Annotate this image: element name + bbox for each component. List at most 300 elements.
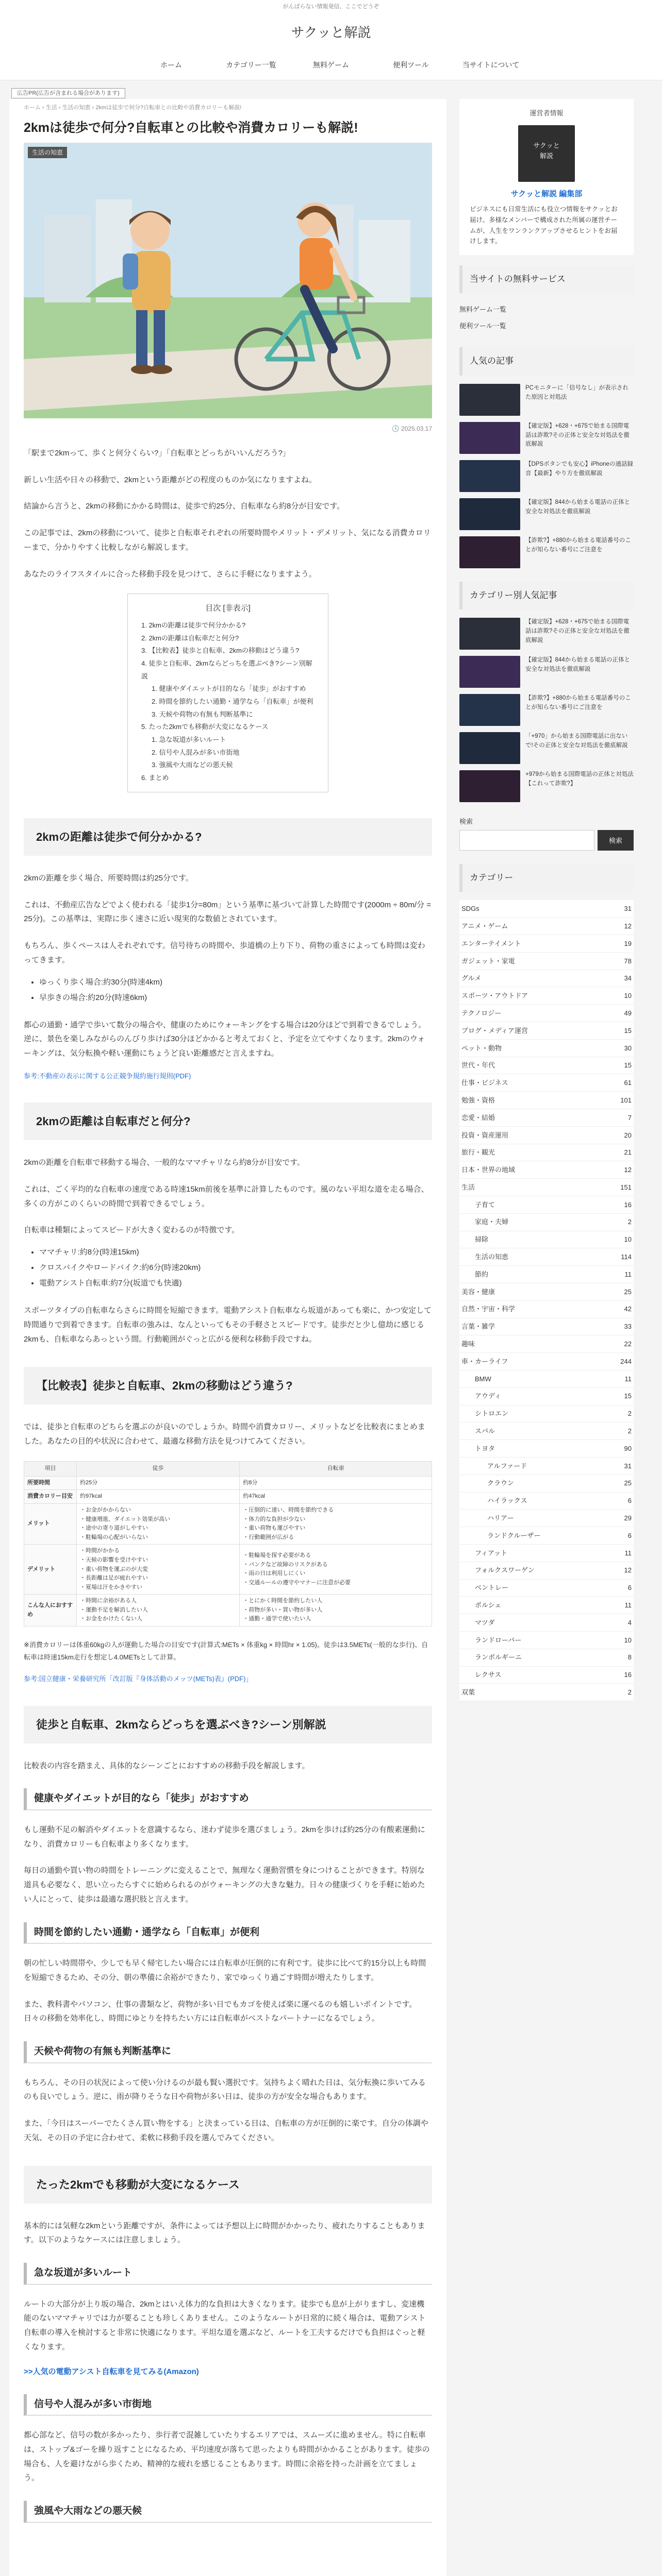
heading-commute-bike: 時間を節約したい通勤・通学なら「自転車」が便利 <box>24 1922 432 1944</box>
walk-cell: 約25分 <box>77 1476 240 1490</box>
category-name[interactable]: 投資・資産運用 <box>461 1131 509 1139</box>
table-of-contents <box>127 594 328 792</box>
operator-desc: ビジネスにも日常生活にも役立つ情報をサクッとお届け。多様なメンバーで構成された所属の運営チームが、人生をワンランクアップさせるヒントをお届けします。 <box>470 206 618 245</box>
toc-item[interactable]: 6. まとめ <box>141 774 169 782</box>
sec2-p3: 自転車は種類によってスピードが大きく変わるのが特徴です。 <box>24 1226 240 1235</box>
sec5-a: ルートの大部分が上り坂の場合、2kmとはいえ体力的な負担は大きくなります。徒歩でも息が上がりますし、変速機能のないママチャリでは力が要ることも珍しくありません。このようなルートが日常的に続く場合は、電動アシスト自転車の導入を検討すると非常に快適になります。平坦な道を選ぶなど、ルートを工夫するだけでも負担はぐっと軽くなります。 <box>24 2299 426 2351</box>
sec4-b2: また、教科書やパソコン、仕事の書類など、荷物が多い日でもカゴを使えば楽に運べるのも嬉しいポイントです。日々の移動を効率化し、時間にゆとりを持ちたい方には自転車がベストなパートナーになるでしょう。 <box>24 1999 417 2023</box>
category-name[interactable]: スバル <box>475 1427 495 1435</box>
breadcrumb-separator: › <box>57 105 62 111</box>
category-item[interactable] <box>459 1109 634 1127</box>
breadcrumb-item[interactable]: ホーム <box>24 105 41 111</box>
popular-post[interactable] <box>459 618 634 650</box>
heading-scene-guide: 徒歩と自転車、2kmならどっちを選ぶべき?シーン別解説 <box>24 1706 432 1743</box>
category-name[interactable]: 世代・年代 <box>461 1061 495 1070</box>
category-item[interactable] <box>459 1074 634 1092</box>
category-name[interactable]: クラウン <box>487 1479 515 1487</box>
post-title[interactable]: PCモニターに「信号なし」が表示された原因と対処法 <box>525 384 628 400</box>
sec4-c1: もちろん、その日の状況によって使い分けるのが最も賢い選択です。気持ちよく晴れた日は、気分転換に歩いてみるのも良いでしょう。逆に、雨が降りそうな日や荷物が多い日は、徒歩の方が安全な場合もあります。 <box>24 2078 426 2102</box>
category-count: 6 <box>627 1584 632 1592</box>
category-count: 2 <box>627 1688 632 1696</box>
category-name[interactable]: アルファード <box>487 1462 527 1470</box>
bike-cell: 約8分 <box>240 1476 432 1490</box>
sec1-p2: これは、不動産広告などでよく使われる「徒歩1分=80m」という基準に基づいて計算した時間です(2000m ÷ 80m/分 = 25分)。この基準は、実際に歩く速さに近い現実的な数値とされています。 <box>24 900 431 924</box>
category-count: 15 <box>624 1061 632 1070</box>
category-name[interactable]: ブログ・メディア運営 <box>461 1026 528 1035</box>
category-name[interactable]: 節約 <box>475 1270 489 1278</box>
category-item[interactable] <box>459 1614 634 1632</box>
post-title[interactable]: 【確定版】844から始まる電話の正体と安全な対処法を徹底解説 <box>525 499 631 515</box>
heading-bike-time: 2kmの距離は自転車だと何分? <box>24 1103 432 1140</box>
breadcrumb <box>24 99 432 115</box>
category-item[interactable] <box>459 1405 634 1423</box>
sec4-a1: もし運動不足の解消やダイエットを意識するなら、迷わず徒歩を選びましょう。2kmを歩けば約25分の有酸素運動になり、消費カロリーも自転車より多くなります。 <box>24 1825 425 1849</box>
category-item[interactable] <box>459 1580 634 1597</box>
walk-cell: ・時間がかかる ・天候の影響を受けやすい ・重い荷物を運ぶのが大変 ・長距離は足が疲れやすい ・夏場は汗をかきやすい <box>77 1545 240 1595</box>
category-count: 78 <box>624 957 632 965</box>
category-count: 2 <box>627 1427 632 1435</box>
sec1-after: 都心の通勤・通学で歩いて数分の場合や、健康のためにウォーキングをする場合は20分ほどで到着できるでしょう。逆に、景色を楽しみながらのんびり歩けば30分ほどかかると考えておくと、予定を立てやすくなります。2kmのウォーキングは、気分転換や軽い運動にちょうど良い距離感だと言えますね。 <box>24 1020 426 1058</box>
category-name[interactable]: 生活の知恵 <box>475 1253 509 1261</box>
category-list <box>459 900 634 1701</box>
list-item: • ゆっくり歩く場合:約30分(時速4km) <box>39 975 432 990</box>
article-title: 2kmは徒歩で何分?自転車との比較や消費カロリーも解説! <box>24 120 358 135</box>
walk-cell: ・お金がかからない ・健康増進、ダイエット効果が高い ・途中の寄り道がしやすい ・駐輪場の心配がいらない <box>77 1503 240 1544</box>
category-item[interactable] <box>459 1493 634 1510</box>
category-count: 21 <box>624 1148 632 1157</box>
sec2-after: スポーツタイプの自転車ならさらに時間を短縮できます。電動アシスト自転車なら坂道があっても楽に、かつ安定して時間通りで到着できます。自転車の強みは、なんといってもその手軽さとスピードです。徒歩だと少し億劫に感じる2kmも、自転車ならあっという間。行動範囲がぐっと広がる便利な移動手段ですね。 <box>24 1306 432 1344</box>
category-count: 101 <box>620 1096 632 1104</box>
sec5-intro: 基本的には気軽な2kmという距離ですが、条件によっては予想以上に時間がかかったり、疲れたりすることもあります。以下のようなケースには注意しましょう。 <box>24 2221 425 2245</box>
post-thumbnail[interactable] <box>459 384 520 416</box>
category-item[interactable] <box>459 1127 634 1144</box>
category-item[interactable] <box>459 1649 634 1667</box>
sec4-intro: 比較表の内容を踏まえ、具体的なシーンごとにおすすめの移動手段を解説します。 <box>24 1761 310 1770</box>
nav-item[interactable]: 無料ゲーム <box>313 61 349 69</box>
category-count: 6 <box>627 1531 632 1539</box>
breadcrumb-separator: › <box>41 105 46 111</box>
category-item[interactable] <box>459 970 634 988</box>
category-name[interactable]: ハリアー <box>487 1514 514 1522</box>
row-label: こんな人におすすめ <box>24 1595 77 1626</box>
row-label: デメリット <box>24 1545 77 1595</box>
category-item[interactable] <box>459 1283 634 1301</box>
service-link-games[interactable]: 無料ゲーム一覧 <box>459 306 507 314</box>
category-count: 114 <box>621 1253 632 1261</box>
category-count: 11 <box>624 1549 632 1557</box>
category-count: 2 <box>627 1410 632 1418</box>
heading-hard-cases: たった2kmでも移動が大変になるケース <box>24 2166 432 2204</box>
post-title[interactable]: 【確定版】+628・+675で始まる国際電話は詐欺?その正体と安全な対処法を徹底解説 <box>525 619 630 644</box>
category-count: 151 <box>620 1183 632 1191</box>
eyecatch-image <box>24 143 432 418</box>
intro-p2: 新しい生活や日々の移動で、2kmという距離がどの程度のものか気になりますよね。 <box>24 475 317 484</box>
sec3-intro: では、徒歩と自転車のどちらを選ぶのが良いのでしょうか。時間や消費カロリー、メリットなどを比較表にまとめました。あなたの目的や状況に合わせて、最適な移動方法を見つけてみてください。 <box>24 1422 425 1446</box>
category-name[interactable]: フォルクスワーゲン <box>475 1566 535 1574</box>
category-name[interactable]: スポーツ・アウトドア <box>461 992 528 1000</box>
category-count: 6 <box>627 1497 632 1505</box>
post-thumbnail[interactable] <box>459 422 520 454</box>
category-name[interactable]: 掃除 <box>475 1235 489 1244</box>
category-count: 10 <box>624 992 632 1000</box>
category-name[interactable]: グルメ <box>461 974 482 982</box>
category-item[interactable] <box>459 1527 634 1545</box>
category-item[interactable] <box>459 987 634 1005</box>
site-logo-link[interactable]: サクッと解説 <box>291 25 371 40</box>
table-row <box>24 1545 432 1595</box>
search-widget <box>459 816 634 850</box>
category-count: 12 <box>624 1566 632 1574</box>
toc-item[interactable]: 3. 強風や大雨などの悪天候 <box>152 761 233 769</box>
category-count: 49 <box>624 1009 632 1017</box>
nav-item[interactable]: カテゴリー一覧 <box>226 61 276 69</box>
heading-weather: 天候や荷物の有無も判断基準に <box>24 2041 432 2063</box>
table-row <box>24 1503 432 1544</box>
category-item[interactable] <box>459 918 634 935</box>
category-count: 4 <box>627 1618 632 1626</box>
category-count: 16 <box>624 1671 632 1679</box>
post-thumbnail[interactable] <box>459 770 520 802</box>
heading-health-walk: 健康やダイエットが目的なら「徒歩」がおすすめ <box>24 1788 432 1810</box>
operator-logo-icon: サクッと 解説 <box>518 125 575 182</box>
post-thumbnail[interactable] <box>459 656 520 688</box>
category-count: 61 <box>624 1079 632 1087</box>
category-count: 20 <box>624 1131 632 1139</box>
popular-post[interactable] <box>459 460 634 492</box>
heading-comparison: 【比較表】徒歩と自転車、2kmの移動はどう違う? <box>24 1367 432 1404</box>
category-item[interactable] <box>459 1388 634 1405</box>
source-link-2[interactable]: 参考:国立健康・栄養研究所「改訂版『身体活動のメッツ(METs)表』(PDF)」 <box>24 1675 253 1683</box>
sec4-c2: また、「今日はスーパーでたくさん買い物をする」と決まっている日は、自転車の方が圧倒的に楽です。自分の体調や天気、その日の予定に合わせて、柔軟に移動手段を選んでみてください。 <box>24 2119 428 2142</box>
post-title[interactable]: 【詐欺?】+880から始まる電話番号のことが知らない番号にご注意を <box>525 695 631 711</box>
popular-title: 人気の記事 <box>459 347 634 376</box>
category-count: 33 <box>624 1323 632 1331</box>
category-item[interactable] <box>459 1545 634 1562</box>
popular-widget <box>459 347 634 568</box>
category-name[interactable]: シトロエン <box>475 1410 509 1418</box>
post-date-text: 2025.03.17 <box>401 425 432 433</box>
services-title: 当サイトの無料サービス <box>459 265 634 294</box>
category-count: 29 <box>624 1514 632 1522</box>
operator-name[interactable] <box>470 187 623 201</box>
post-title[interactable]: +979から始まる国際電話の正体と対処法【これって詐欺?】 <box>525 771 634 787</box>
tagline: がんばらない情報発信、ここでどうぞ <box>283 4 379 10</box>
category-name[interactable]: 日本・世界の地域 <box>461 1166 516 1174</box>
category-item[interactable] <box>459 1231 634 1249</box>
eyecatch-category-label[interactable]: 生活の知恵 <box>28 147 67 158</box>
categories-widget <box>459 864 634 1701</box>
category-item[interactable] <box>459 1458 634 1475</box>
post-thumbnail[interactable] <box>459 460 520 492</box>
breadcrumb-separator: › <box>90 105 96 111</box>
heading-walk-time: 2kmの距離は徒歩で何分かかる? <box>24 818 432 856</box>
breadcrumb-item: 2kmは徒歩で何分?自転車との比較や消費カロリーも解説! <box>95 105 242 111</box>
category-name[interactable]: 仕事・ビジネス <box>461 1079 508 1087</box>
post-date: 🕓 2025.03.17 <box>391 425 432 433</box>
category-name[interactable]: BMW <box>475 1375 491 1383</box>
list-item: • 早歩きの場合:約20分(時速6km) <box>39 990 432 1006</box>
category-count: 15 <box>624 1392 632 1400</box>
category-name[interactable]: 家庭・夫婦 <box>475 1218 509 1226</box>
category-count: 11 <box>624 1270 632 1278</box>
intro-p4: この記事では、2kmの移動について、徒歩と自転車それぞれの所要時間やメリット・デメリット、気になる消費カロリーまで、分かりやすく比較しながら解説します。 <box>24 529 431 552</box>
category-item[interactable] <box>459 1562 634 1580</box>
category-popular-widget <box>459 582 634 803</box>
category-item[interactable] <box>459 1335 634 1353</box>
breadcrumb-item[interactable]: 生活の知恵 <box>62 105 91 111</box>
sec2-p2: これは、ごく平均的な自転車の速度である時速15km前後を基準に計算したものです。風のない平坦な道を走る場合、多くの方がこのくらいの時間で到着できるでしょう。 <box>24 1184 429 1208</box>
toc-item[interactable]: 2. 信号や人混みが多い市街地 <box>152 748 240 756</box>
sec1-p3: もちろん、歩くペースは人それぞれです。信号待ちの時間や、歩道橋の上り下り、荷物の重さによっても時間は変わってきます。 <box>24 941 425 964</box>
category-name[interactable]: マツダ <box>475 1618 495 1626</box>
sec5-b: 都心部など、信号の数が多かったり、歩行者で混雑していたりするエリアでは、スムーズに進めません。特に自転車は、ストップ&ゴーを繰り返すことになるため、平均速度が落ちて思ったよりも時間がかかることがあります。徒歩の場合も、人を避けながら歩くため、精神的な疲れを感じることもあります。時間に余裕を持った計画を立てましょう。 <box>24 2431 430 2483</box>
site-header <box>0 13 662 49</box>
category-item[interactable] <box>459 935 634 953</box>
bike-cell: ・圧倒的に速い、時間を節約できる ・体力的な負担が少ない ・重い荷物も運びやすい ・行動範囲が広がる <box>240 1503 432 1544</box>
post-thumbnail[interactable] <box>459 694 520 726</box>
post-title[interactable]: 「+970」から始まる国際電話に出ないで!その正体と安全な対処法を徹底解説 <box>525 733 628 749</box>
nav-item[interactable]: ホーム <box>160 61 182 69</box>
list-item: • クロスバイクやロードバイク:約6分(時速20km) <box>39 1260 432 1276</box>
category-count: 31 <box>624 1462 632 1470</box>
category-item[interactable] <box>459 1214 634 1231</box>
post-thumbnail[interactable] <box>459 732 520 764</box>
category-name[interactable]: ハイラックス <box>487 1497 527 1505</box>
category-name[interactable]: アニメ・ゲーム <box>461 922 508 930</box>
global-nav <box>0 49 662 80</box>
source-link[interactable]: 参考:不動産の表示に関する公正競争規約施行規則(PDF) <box>24 1072 191 1080</box>
toc-item[interactable]: 1. 2kmの距離は徒歩で何分かかる? <box>141 621 246 629</box>
category-item[interactable] <box>459 1440 634 1458</box>
toc-item[interactable]: 3. 天候や荷物の有無も判断基準に <box>152 710 253 718</box>
popular-post[interactable] <box>459 732 634 764</box>
intro-p3: 結論から言うと、2kmの移動にかかる時間は、徒歩で約25分、自転車なら約8分が目安です。 <box>24 502 345 511</box>
category-name[interactable]: ペット・動物 <box>461 1044 502 1052</box>
breadcrumb-item[interactable]: 生活 <box>45 105 57 111</box>
post-title[interactable]: 【詐欺?】+880から始まる電話番号のことが知らない番号にご注意を <box>525 537 631 553</box>
search-button[interactable]: 検索 <box>598 830 634 851</box>
toc-item[interactable]: 1. 健康やダイエットが目的なら「徒歩」がおすすめ <box>152 685 306 693</box>
category-name[interactable]: 言葉・雑学 <box>461 1323 495 1331</box>
sec2-p1: 2kmの距離を自転車で移動する場合、一般的なママチャリなら約8分が目安です。 <box>24 1158 305 1167</box>
category-name[interactable]: 生活 <box>461 1183 475 1191</box>
comparison-table <box>24 1461 432 1626</box>
bike-cell: ・とにかく時間を節約したい人 ・荷物が多い・買い物が多い人 ・通勤・通学で使いたい人 <box>240 1595 432 1626</box>
category-name[interactable]: テクノロジー <box>461 1009 502 1017</box>
category-item[interactable] <box>459 1248 634 1266</box>
popular-post[interactable] <box>459 656 634 688</box>
heading-slope: 急な坂道が多いルート <box>24 2263 432 2285</box>
toc-item[interactable]: 1. 急な坂道が多いルート <box>152 736 226 744</box>
category-count: 12 <box>624 922 632 930</box>
category-name[interactable]: ランドクルーザー <box>487 1531 541 1539</box>
category-count: 10 <box>624 1636 632 1644</box>
category-item[interactable] <box>459 1475 634 1493</box>
row-label: 所要時間 <box>24 1476 77 1490</box>
source-note <box>24 1070 432 1082</box>
category-name[interactable]: ガジェット・家電 <box>461 957 515 965</box>
category-count: 11 <box>624 1601 632 1609</box>
category-name[interactable]: 双葉 <box>461 1688 475 1696</box>
heading-city: 信号や人混みが多い市街地 <box>24 2394 432 2416</box>
intro-p5: あなたのライフスタイルに合った移動手段を見つけて、さらに手軽になりますよう。 <box>24 569 317 579</box>
category-count: 42 <box>624 1305 632 1313</box>
category-item[interactable] <box>459 1318 634 1336</box>
eyecatch-illustration <box>24 143 432 418</box>
category-count: 19 <box>624 939 632 947</box>
table-row <box>24 1490 432 1504</box>
operator-widget <box>459 99 634 255</box>
table-header: 項目 <box>24 1461 77 1476</box>
popular-post[interactable] <box>459 384 634 416</box>
popular-post[interactable] <box>459 498 634 530</box>
bike-cell: 約47kcal <box>240 1490 432 1504</box>
category-count: 25 <box>624 1287 632 1296</box>
walk-speed-list <box>39 975 432 1006</box>
source-note-2 <box>24 1673 432 1685</box>
bike-speed-list <box>39 1245 432 1291</box>
category-item[interactable] <box>459 1422 634 1440</box>
operator-title: 運営者情報 <box>529 109 564 117</box>
post-title[interactable]: 【DPSボタンでも安心】iPhoneの通話録音【最新】やり方を徹底解説 <box>525 461 633 477</box>
post-title[interactable]: 【確定版】+628・+675で始まる国際電話は詐欺?その正体と安全な対処法を徹底解説 <box>525 422 630 448</box>
category-count: 244 <box>620 1357 632 1365</box>
category-name[interactable]: 車・カーライフ <box>461 1357 508 1365</box>
category-name[interactable]: ランボルギーニ <box>475 1653 522 1662</box>
category-name[interactable]: ベントレー <box>475 1584 509 1592</box>
category-count: 12 <box>624 1166 632 1174</box>
category-count: 2 <box>627 1218 632 1226</box>
list-item: • ママチャリ:約8分(時速15km) <box>39 1245 432 1260</box>
category-item[interactable] <box>459 1179 634 1196</box>
category-item[interactable] <box>459 1667 634 1684</box>
category-item[interactable] <box>459 953 634 970</box>
toc-list <box>141 619 315 785</box>
toc-item[interactable]: 3. 【比較表】徒歩と自転車、2kmの移動はどう違う? <box>141 647 300 655</box>
categories-title: カテゴリー <box>459 864 634 892</box>
category-name[interactable]: レクサス <box>475 1671 502 1679</box>
category-name[interactable]: 美容・健康 <box>461 1287 495 1296</box>
nav-item[interactable]: 便利ツール <box>393 61 429 69</box>
category-name[interactable]: SDGs <box>461 905 479 913</box>
category-count: 11 <box>624 1375 632 1383</box>
amazon-link[interactable]: >>人気の電動アシスト自転車を見てみる(Amazon) <box>24 2367 199 2376</box>
row-label: 消費カロリー目安 <box>24 1490 77 1504</box>
category-name[interactable]: エンターテイメント <box>461 939 521 947</box>
category-count: 90 <box>624 1444 632 1452</box>
category-item[interactable] <box>459 1057 634 1075</box>
category-count: 30 <box>624 1044 632 1052</box>
category-item[interactable] <box>459 1161 634 1179</box>
category-item[interactable] <box>459 1022 634 1040</box>
heading-bad-weather: 強風や大雨などの悪天候 <box>24 2501 432 2523</box>
popular-post[interactable] <box>459 694 634 726</box>
category-count: 34 <box>624 974 632 982</box>
sec4-a2: 毎日の通勤や買い物の時間をトレーニングに変えることで、無理なく運動習慣を身につけることができます。特別な道具も必要なく、思い立ったらすぐに始められるのがウォーキングの大きな魅力。日々の健康づくりを手軽に始めたい人にとって、徒歩は最適な選択肢と言えます。 <box>24 1866 425 1904</box>
nav-item[interactable]: 当サイトについて <box>462 61 520 69</box>
category-name[interactable]: 旅行・観光 <box>461 1148 495 1157</box>
category-item[interactable] <box>459 1301 634 1318</box>
search-input[interactable] <box>459 830 594 851</box>
calorie-note: ※消費カロリーは体重60kgの人が運動した場合の目安です(計算式:METs × 体重kg × 時間hr × 1.05)。徒歩は3.5METs(一般的な歩行)、自転車は時速15km走行を想定し4.0METsとして計算。 <box>24 1641 428 1662</box>
category-name[interactable]: ランドローバー <box>475 1636 522 1644</box>
category-name[interactable]: アウディ <box>475 1392 501 1400</box>
category-item[interactable] <box>459 1040 634 1057</box>
category-item[interactable] <box>459 1597 634 1614</box>
top-tagline-bar <box>0 0 662 13</box>
category-name[interactable]: 趣味 <box>461 1340 475 1348</box>
category-name[interactable]: 子育て <box>475 1200 495 1209</box>
category-item[interactable] <box>459 1005 634 1022</box>
category-name[interactable]: ポルシェ <box>475 1601 502 1609</box>
category-name[interactable]: トヨタ <box>475 1444 495 1452</box>
category-count: 25 <box>624 1479 632 1487</box>
ad-notice-label: 広告PR(広告が含まれる場合があります) <box>11 88 125 98</box>
service-link-tools[interactable]: 便利ツール一覧 <box>459 321 506 330</box>
intro-p1: 「駅まで2kmって、歩くと何分くらい?」「自転車とどっちがいいんだろう?」 <box>24 448 290 457</box>
post-thumbnail[interactable] <box>459 618 520 650</box>
category-item[interactable] <box>459 1092 634 1109</box>
popular-post[interactable] <box>459 770 634 802</box>
sec1-p1: 2kmの距離を歩く場合、所要時間は約25分です。 <box>24 873 193 883</box>
category-item[interactable] <box>459 1196 634 1214</box>
post-thumbnail[interactable] <box>459 498 520 530</box>
category-item[interactable] <box>459 1353 634 1370</box>
category-item[interactable] <box>459 1510 634 1527</box>
search-label: 検索 <box>459 818 473 826</box>
category-item[interactable] <box>459 1684 634 1701</box>
toc-item[interactable]: 4. 徒歩と自転車、2kmならどっちを選ぶべき?シーン別解説 <box>141 659 312 680</box>
article-main <box>9 99 446 2576</box>
category-item[interactable] <box>459 900 634 918</box>
amazon-promo <box>24 2365 432 2379</box>
category-item[interactable] <box>459 1144 634 1162</box>
toc-title[interactable]: 目次 [非表示] <box>205 604 251 613</box>
toc-item[interactable]: 2. 時間を節約したい通勤・通学なら「自転車」が便利 <box>152 698 313 706</box>
category-count: 10 <box>624 1235 632 1244</box>
services-widget <box>459 265 634 334</box>
post-title[interactable]: 【確定版】844から始まる電話の正体と安全な対処法を徹底解説 <box>525 657 631 673</box>
table-row <box>24 1476 432 1490</box>
category-count: 15 <box>624 1026 632 1035</box>
ad-notice <box>0 80 662 99</box>
category-item[interactable] <box>459 1370 634 1388</box>
sec4-b1: 朝の忙しい時間帯や、少しでも早く帰宅したい場合には自転車が圧倒的に有利です。徒歩に比べて約15分以上も時間を短縮できるため、その分、朝の準備に余裕ができたり、家でゆっくり過ごす時間が増えたりします。 <box>24 1959 426 1982</box>
category-name[interactable]: フィアット <box>475 1549 508 1557</box>
row-label: メリット <box>24 1503 77 1544</box>
operator-name-link[interactable]: サクッと解説 編集部 <box>510 190 583 199</box>
category-popular-title: カテゴリー別人気記事 <box>459 582 634 610</box>
category-item[interactable] <box>459 1266 634 1283</box>
table-row <box>24 1595 432 1626</box>
category-count: 8 <box>627 1653 632 1662</box>
bike-cell: ・駐輪場を探す必要がある ・パンクなど故障のリスクがある ・雨の日は利用しにくい ・交通ルールの遵守やマナーに注意が必要 <box>240 1545 432 1595</box>
toc-item[interactable]: 2. 2kmの距離は自転車だと何分? <box>141 634 239 642</box>
category-name[interactable]: 恋愛・結婚 <box>461 1113 495 1122</box>
popular-post[interactable] <box>459 422 634 454</box>
popular-post[interactable] <box>459 536 634 568</box>
sidebar <box>459 99 634 2576</box>
toc-item[interactable]: 5. たった2kmでも移動が大変になるケース <box>141 723 269 731</box>
category-count: 7 <box>627 1113 632 1122</box>
table-header: 自転車 <box>240 1461 432 1476</box>
category-name[interactable]: 勉強・資格 <box>461 1096 495 1104</box>
walk-cell: 約97kcal <box>77 1490 240 1504</box>
category-item[interactable] <box>459 1632 634 1649</box>
category-name[interactable]: 自然・宇宙・科学 <box>461 1305 516 1313</box>
category-count: 31 <box>624 905 632 913</box>
post-thumbnail[interactable] <box>459 536 520 568</box>
